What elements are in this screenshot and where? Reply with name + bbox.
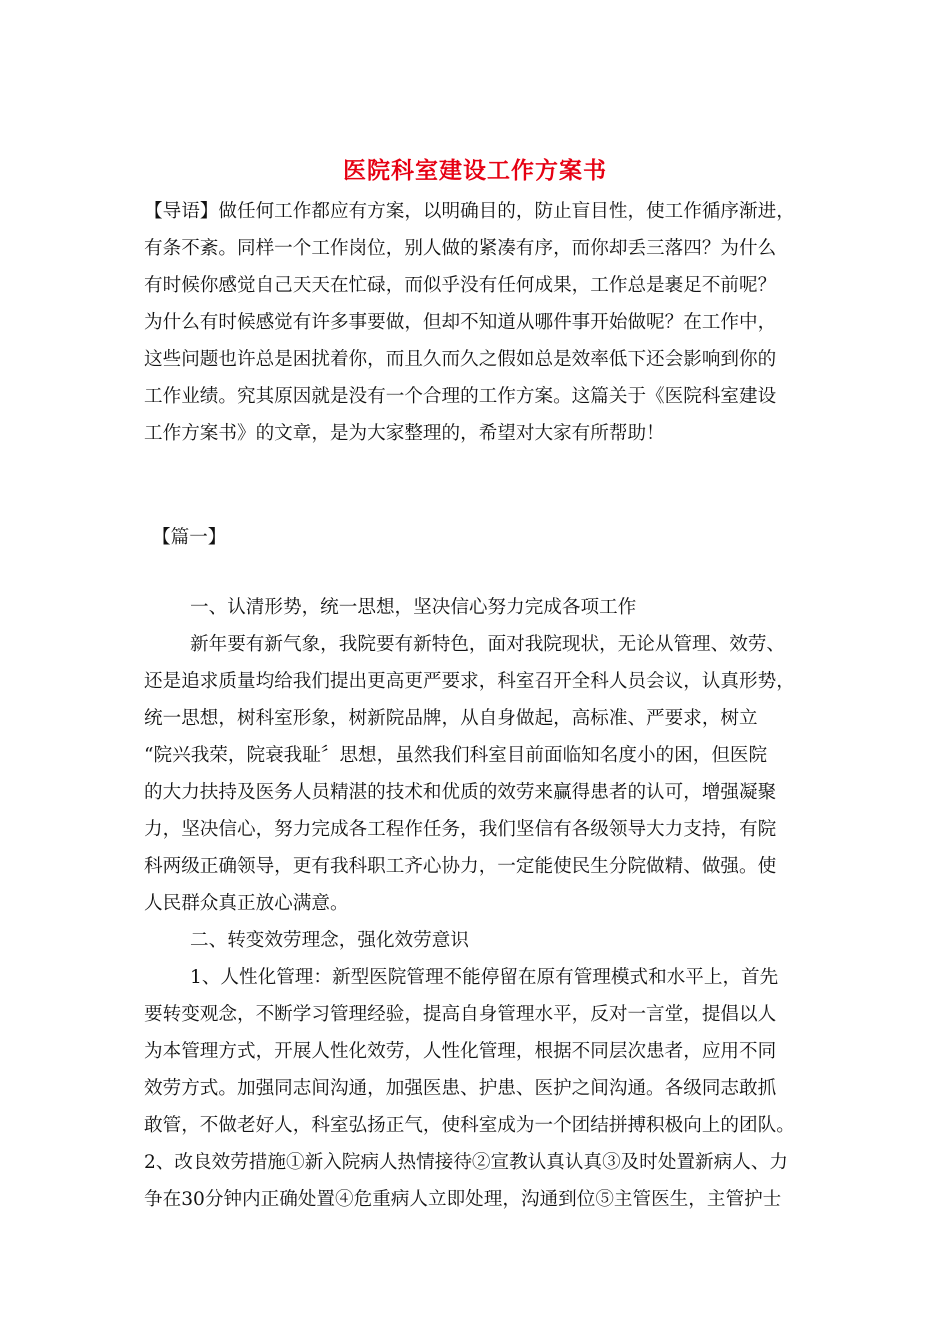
paragraph-line: “院兴我荣，院衰我耻〞思想，虽然我们科室目前面临知名度小的困，但医院 (144, 745, 768, 766)
section-heading: 二、转变效劳理念，强化效劳意识 (190, 930, 469, 951)
paragraph-line: 效劳方式。加强同志间沟通，加强医患、护患、医护之间沟通。各级同志敢抓 (144, 1078, 777, 1099)
paragraph-line: 力，坚决信心，努力完成各工程作任务，我们坚信有各级领导大力支持，有院 (144, 819, 777, 840)
intro-line: 这些问题也许总是困扰着你，而且久而久之假如总是效率低下还会影响到你的 (144, 349, 777, 370)
intro-line: 为什么有时候感觉有许多事要做，但却不知道从哪件事开始做呢？在工作中， (144, 312, 777, 333)
paragraph-line: 人民群众真正放心满意。 (144, 893, 349, 914)
section-label: 【篇一】 (152, 527, 227, 548)
paragraph-line: 科两级正确领导，更有我科职工齐心协力，一定能使民生分院做精、做强。使 (144, 856, 777, 877)
intro-line: 工作业绩。究其原因就是没有一个合理的工作方案。这篇关于《医院科室建设 (144, 386, 777, 407)
paragraph-line: 争在30分钟内正确处置④危重病人立即处理，沟通到位⑤主管医生，主管护士 (144, 1189, 782, 1210)
paragraph-line: 敢管，不做老好人，科室弘扬正气，使科室成为一个团结拼搏积极向上的团队。 (144, 1115, 795, 1136)
intro-line: 【导语】做任何工作都应有方案，以明确目的，防止盲目性，使工作循序渐进， (144, 201, 795, 222)
paragraph-line: 要转变观念，不断学习管理经验，提高自身管理水平，反对一言堂，提倡以人 (144, 1004, 777, 1025)
paragraph-line: 统一思想，树科室形象，树新院品牌，从自身做起，高标准、严要求，树立 (144, 708, 758, 729)
intro-line: 有条不紊。同样一个工作岗位，别人做的紧凑有序，而你却丢三落四？为什么 (144, 238, 777, 259)
document-title: 医院科室建设工作方案书 (343, 157, 607, 184)
paragraph-line: 为本管理方式，开展人性化效劳，人性化管理，根据不同层次患者，应用不同 (144, 1041, 777, 1062)
paragraph-line: 1、人性化管理：新型医院管理不能停留在原有管理模式和水平上，首先 (190, 967, 779, 988)
intro-line: 有时候你感觉自己天天在忙碌，而似乎没有任何成果，工作总是裹足不前呢？ (144, 275, 777, 296)
paragraph-line: 新年要有新气象，我院要有新特色，面对我院现状，无论从管理、效劳、 (190, 634, 786, 655)
paragraph-line: 还是追求质量均给我们提出更高更严要求，科室召开全科人员会议，认真形势， (144, 671, 795, 692)
intro-line: 工作方案书》的文章，是为大家整理的，希望对大家有所帮助！ (144, 423, 665, 444)
paragraph-line: 2、改良效劳措施①新入院病人热情接待②宣教认真认真③及时处置新病人、力 (144, 1152, 789, 1173)
section-heading: 一、认清形势，统一思想，坚决信心努力完成各项工作 (190, 597, 637, 618)
paragraph-line: 的大力扶持及医务人员精湛的技术和优质的效劳来赢得患者的认可，增强凝聚 (144, 782, 777, 803)
